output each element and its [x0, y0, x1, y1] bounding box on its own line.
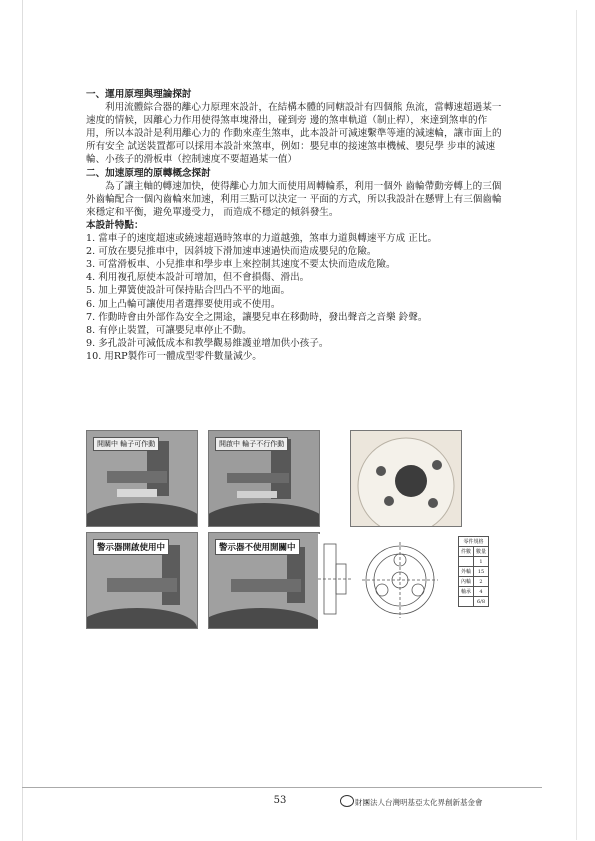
- figure-label: 開啟中 輪子不行作動: [215, 437, 288, 451]
- feature-item: 10. 用RP製作可一體成型零件數量減少。: [86, 350, 262, 362]
- parts-table-title: 零件規格: [459, 537, 489, 547]
- feature-item: 6. 加上凸輪可讓使用者選擇要使用或不使用。: [86, 298, 281, 310]
- engineering-drawing: [318, 534, 508, 629]
- paragraph-2: 為了讓主軸的轉速加快，使得離心力加大而使用周轉輪系，利用一個外 齒輪帶動旁轉上的三個外齒輪配合一個內齒輪來加速，利用三點可以決定一 平面的方式，所以我設計在懸臂上有三個齒輪來穩定和平衡，避免單邊受力， 而造成不穩定的傾斜發生。: [86, 180, 502, 218]
- footer-organization: 財團法人台灣明基亞太化界創新基金會: [355, 798, 483, 807]
- figure-render-5: [208, 532, 320, 629]
- parts-table-cell: 1: [474, 557, 489, 567]
- gear-photo-graphic: [351, 431, 461, 526]
- features-heading: 本設計特點：: [86, 219, 144, 231]
- foundation-logo-icon: [340, 795, 354, 807]
- parts-table-cell: 15: [474, 567, 489, 577]
- figure-label: 開關中 輪子可作動: [93, 437, 159, 451]
- parts-table-cell: 內輪: [459, 577, 474, 587]
- section-heading-1: 一、運用原理與理論探討: [86, 89, 192, 100]
- page-number: 53: [273, 795, 287, 806]
- body-text: [86, 88, 506, 363]
- figure-render-4: [86, 532, 198, 629]
- footer-divider: [22, 787, 542, 788]
- feature-item: 4. 利用複孔原使本設計可增加，但不會損傷、滑出。: [86, 272, 310, 284]
- feature-item: 3. 可當滑板車、小兒推車和學步車上來控制其速度不要太快而造成危險。: [86, 259, 396, 271]
- figure-render-2: [208, 430, 320, 527]
- figure-photo-gear: [350, 430, 462, 527]
- scan-edge-right: [576, 10, 577, 840]
- figure-render-1: [86, 430, 198, 527]
- figure-label: 警示器不使用開關中: [215, 539, 300, 555]
- feature-item: 1. 當車子的速度超速或繞速超過時煞車的力道越強，煞車力道與轉速平方成 正比。: [86, 233, 438, 245]
- parts-table-cell: 外輪: [459, 567, 474, 577]
- section-heading-2: 二、加速原理的原轉概念探討: [86, 167, 211, 179]
- parts-table-cell: [459, 557, 474, 567]
- feature-item: 9. 多孔設計可減低成本和教學觀易維護並增加供小孩子。: [86, 337, 329, 349]
- figure-label: 警示器開啟使用中: [93, 539, 169, 555]
- parts-table-cell: [459, 597, 474, 607]
- parts-table-cell: 4: [474, 587, 489, 597]
- feature-item: 7. 作動時會由外部作為安全之開途，讓嬰兒車在移動時，發出聲音之音樂 鈴聲。: [86, 311, 428, 323]
- figure-grid: [86, 430, 506, 630]
- parts-table-cell: 數量: [474, 547, 489, 557]
- paragraph-1: 利用流體綜合器的離心力原理來設計，在結構本體的同轄設計有四個熊 魚流，當轉速超過某一速度的情候，因離心力作用使得煞車塊滑出，碰到旁 邊的煞車軌道（制止桿），來達到煞車的作用，所以本設計是利用離心力的 作動來產生煞車，此本設計可減速繫準等連的減速輪，讓市面上的所有安全 試送裝置都可以採用本設計來煞車，例如：嬰兒車的接速煞車機械、嬰兒學 步車的減速輪、小孩子的滑板車（控制速度不要超過某一值）: [86, 102, 502, 166]
- parts-table-cell: 2: [474, 577, 489, 587]
- feature-item: 2. 可放在嬰兒推車中，因斜坡下滑加速車速過快而造成嬰兒的危險。: [86, 246, 377, 258]
- parts-table-cell: 軸承: [459, 587, 474, 597]
- parts-table-cell: 件數: [459, 547, 474, 557]
- parts-table-cell: 6/8: [474, 597, 489, 607]
- scan-edge-left: [22, 0, 23, 841]
- parts-table: [458, 536, 489, 607]
- feature-item: 8. 有停止裝置，可讓嬰兒車停止不動。: [86, 324, 252, 336]
- feature-item: 5. 加上彈簧使設計可保持貼合凹凸不平的地面。: [86, 285, 291, 297]
